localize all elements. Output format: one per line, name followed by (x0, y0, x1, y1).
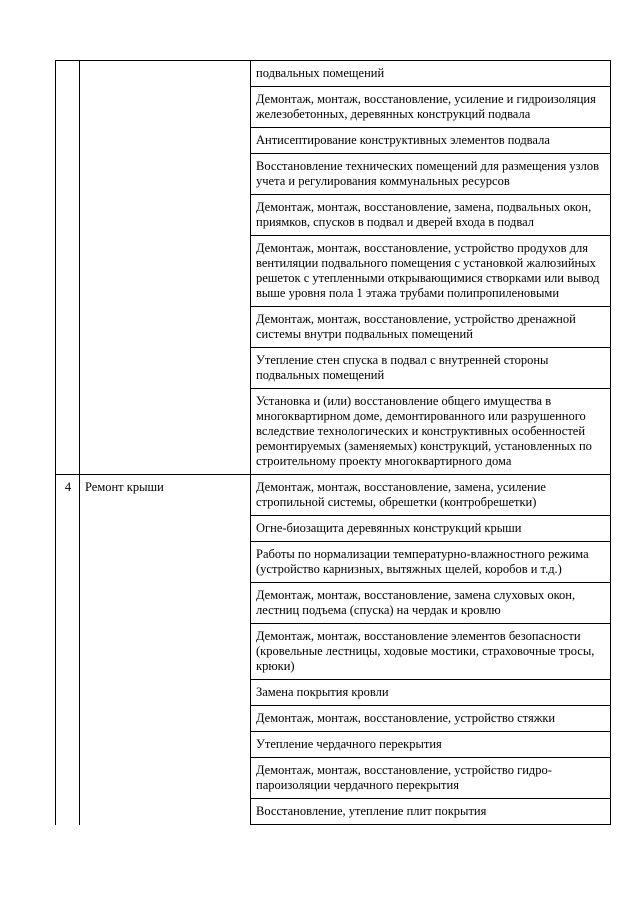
work-item: Восстановление, утепление плит покрытия (251, 799, 611, 825)
table-row (56, 475, 611, 516)
work-item: Демонтаж, монтаж, восстановление, усиление и гидроизоляция железобетонных, деревянных конструкций подвала (251, 87, 611, 128)
work-item: Демонтаж, монтаж, восстановление элементов безопасности (кровельные лестницы, ходовые мостики, страховочные тросы, крюки) (251, 624, 611, 680)
work-item: Замена покрытия кровли (251, 680, 611, 706)
works-table (55, 60, 611, 825)
work-item: Установка и (или) восстановление общего имущества в многоквартирном доме, демонтированного или разрушенного вследствие технологических и конструктивных особенностей ремонтируемых (заменяемых) конструкций, установленных по строительному проекту многоквартирного дома (251, 389, 611, 475)
table-body (56, 61, 611, 825)
work-item: Утепление чердачного перекрытия (251, 732, 611, 758)
work-item: Работы по нормализации температурно-влажностного режима (устройство карнизных, вытяжных щелей, коробов и т.д.) (251, 542, 611, 583)
work-item: Демонтаж, монтаж, восстановление, устройство гидро-пароизоляции чердачного перекрытия (251, 758, 611, 799)
work-item: Демонтаж, монтаж, восстановление, замена, усиление стропильной системы, обрешетки (контробрешетки) (251, 475, 611, 516)
work-item: Огне-биозащита деревянных конструкций крыши (251, 516, 611, 542)
work-item: Демонтаж, монтаж, восстановление, устройство продухов для вентиляции подвального помещения с установкой жалюзийных решеток с утепленными открывающимися створками или вывод выше уровня пола 1 этажа трубами полипропиленовыми (251, 236, 611, 307)
work-item: Антисептирование конструктивных элементов подвала (251, 128, 611, 154)
work-item: Демонтаж, монтаж, восстановление, замена, подвальных окон, приямков, спусков в подвал и дверей входа в подвал (251, 195, 611, 236)
section-number-cell: 4 (56, 475, 80, 825)
work-item: Утепление стен спуска в подвал с внутренней стороны подвальных помещений (251, 348, 611, 389)
work-item: Демонтаж, монтаж, восстановление, устройство дренажной системы внутри подвальных помещений (251, 307, 611, 348)
section-number-cell (56, 61, 80, 475)
table-row (56, 61, 611, 87)
work-item: Демонтаж, монтаж, восстановление, замена слуховых окон, лестниц подъема (спуска) на чердак и кровлю (251, 583, 611, 624)
work-item: Восстановление технических помещений для размещения узлов учета и регулирования коммунальных ресурсов (251, 154, 611, 195)
section-name-cell (80, 61, 251, 475)
work-item: подвальных помещений (251, 61, 611, 87)
section-name-cell: Ремонт крыши (80, 475, 251, 825)
work-item: Демонтаж, монтаж, восстановление, устройство стяжки (251, 706, 611, 732)
